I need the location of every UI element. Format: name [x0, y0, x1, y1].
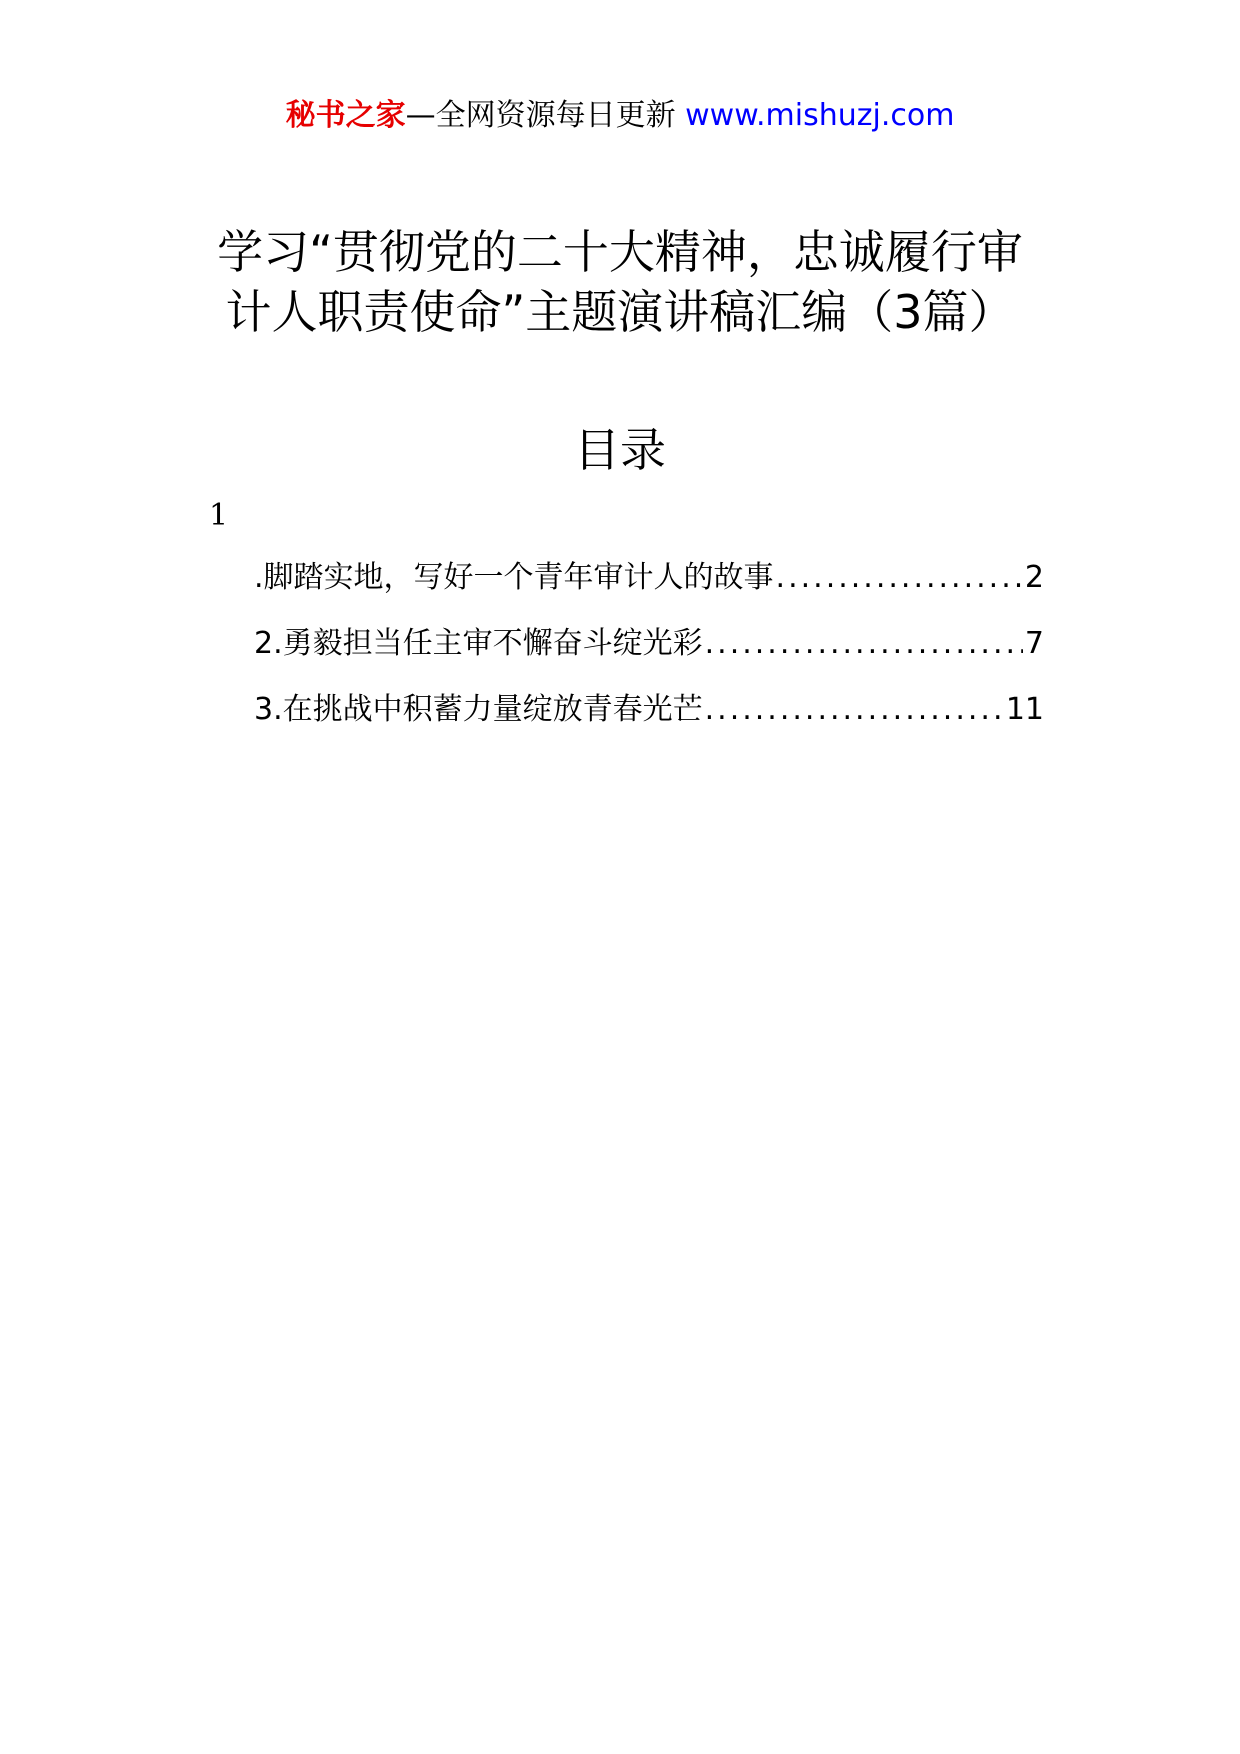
toc-entry[interactable] — [254, 690, 1044, 756]
site-tagline: —全网资源每日更新 — [405, 98, 676, 133]
site-header — [0, 96, 1240, 136]
toc-entry-page: 2 — [1024, 560, 1044, 595]
toc-entry-leader — [705, 690, 1004, 730]
toc-heading: 目录 — [574, 423, 666, 477]
toc-entry-page: 7 — [1024, 626, 1044, 661]
toc-index-marker: 1 — [209, 498, 229, 533]
site-url-link[interactable]: www.mishuzj.com — [685, 98, 955, 133]
document-title-line-1: 学习“贯彻党的二十大精神，忠诚履行审 — [217, 225, 1023, 279]
toc-entry-page: 11 — [1005, 692, 1044, 727]
toc-list — [254, 558, 1044, 756]
document-title — [0, 222, 1240, 342]
toc-entry-leader — [705, 624, 1023, 664]
site-brand: 秘书之家 — [285, 98, 406, 133]
toc-entry-leader — [776, 558, 1023, 598]
toc-entry-label: 2.勇毅担当任主审不懈奋斗绽光彩 — [254, 626, 703, 661]
toc-entry[interactable] — [254, 558, 1044, 624]
document-title-line-2: 计人职责使命”主题演讲稿汇编（3篇） — [225, 285, 1015, 339]
toc-entry-label: .脚踏实地，写好一个青年审计人的故事 — [254, 560, 774, 595]
toc-entry[interactable] — [254, 624, 1044, 690]
toc-entry-label: 3.在挑战中积蓄力量绽放青春光芒 — [254, 692, 703, 727]
